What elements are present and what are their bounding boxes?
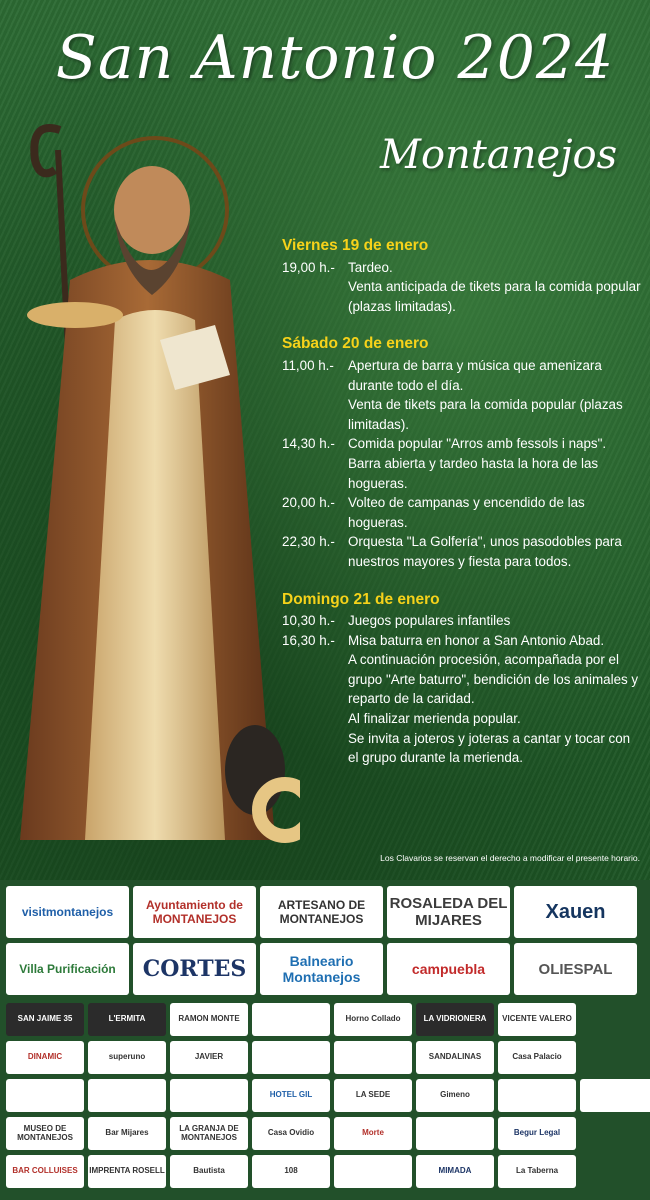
event-line: [282, 493, 644, 532]
sponsor-logo: Villa Purificación: [6, 943, 129, 995]
sponsor-logo: Gimeno: [416, 1079, 494, 1112]
event-description: Orquesta "La Golfería", unos pasodobles para nuestros mayores y fiesta para todos.: [348, 534, 622, 569]
event-line: [282, 532, 644, 571]
event-line: [282, 434, 644, 454]
sponsor-logo: OLIESPAL: [514, 943, 637, 995]
sponsor-logo: ARTESANO DE MONTANEJOS: [260, 886, 383, 938]
sponsor-logo: SANDALINAS: [416, 1041, 494, 1074]
event-time: [282, 277, 348, 316]
event-time: 16,30 h.-: [282, 632, 335, 648]
event-description: Venta anticipada de tikets para la comida popular (plazas limitadas).: [348, 279, 641, 314]
sponsor-logo: [6, 1079, 84, 1112]
event-line: [282, 258, 644, 278]
sponsor-logo: DINAMIC: [6, 1041, 84, 1074]
sponsor-logo: RAMON MONTE: [170, 1003, 248, 1036]
event-time: 19,00 h.-: [282, 259, 335, 275]
event-schedule: [282, 236, 644, 768]
sponsor-logo: L'ERMITA: [88, 1003, 166, 1036]
event-description: Misa baturra en honor a San Antonio Abad.: [348, 632, 605, 648]
event-time: 20,00 h.-: [282, 495, 335, 511]
event-description: Al finalizar merienda popular.: [348, 711, 521, 727]
sponsor-logo: Horno Collado: [334, 1003, 412, 1036]
sponsor-logo: campuebla: [387, 943, 510, 995]
sponsor-logo: [416, 1117, 494, 1150]
sponsor-logo: Balneario Montanejos: [260, 943, 383, 995]
sponsor-logo: MUSEO DE MONTANEJOS: [6, 1117, 84, 1150]
event-description: Apertura de barra y música que amenizara durante todo el día.: [348, 357, 602, 393]
sponsor-logo: LA SEDE: [334, 1079, 412, 1112]
event-line: [282, 395, 644, 434]
sponsor-logo: Casa Ovidio: [252, 1117, 330, 1150]
event-line: [282, 356, 644, 395]
sponsor-logo: Bautista: [170, 1155, 248, 1188]
sponsor-logo: HOTEL GIL: [252, 1079, 330, 1112]
sponsor-logo: BAR COLLUISES: [6, 1155, 84, 1188]
sponsor-logo: Casa Palacio: [498, 1041, 576, 1074]
sponsor-logo: IMPRENTA ROSELL: [88, 1155, 166, 1188]
day-heading: Domingo 21 de enero: [282, 590, 440, 608]
sponsor-logo: Bar Mijares: [88, 1117, 166, 1150]
sponsor-logo: LA VIDRIONERA: [416, 1003, 494, 1036]
event-description: Tardeo.: [348, 259, 393, 275]
sponsor-logo: CORTES: [133, 943, 256, 995]
event-description: Se invita a joteros y joteras a cantar y tocar con el grupo durante la merienda.: [348, 730, 631, 766]
saint-statue-image: [0, 120, 300, 880]
sponsor-logo: [88, 1079, 166, 1112]
event-description: Volteo de campanas y encendido de las hogueras.: [348, 495, 585, 530]
sponsor-logo: [252, 1003, 330, 1036]
event-description: Comida popular "Arros amb fessols i naps".: [348, 436, 607, 452]
sponsor-logo: SAN JAIME 35: [6, 1003, 84, 1036]
sponsor-logo: superuno: [88, 1041, 166, 1074]
sponsor-logo: [580, 1079, 650, 1112]
event-time: [282, 729, 348, 768]
event-time: 22,30 h.-: [282, 534, 335, 550]
sponsor-logo: [170, 1079, 248, 1112]
sponsor-logo: JAVIER: [170, 1041, 248, 1074]
event-description: Juegos populares infantiles: [348, 613, 511, 629]
sponsor-logo: La Taberna: [498, 1155, 576, 1188]
sponsor-logo: [498, 1079, 576, 1112]
event-line: [282, 611, 644, 631]
sponsor-logo: [252, 1041, 330, 1074]
schedule-disclaimer: Los Clavarios se reservan el derecho a modificar el presente horario.: [380, 853, 640, 863]
event-description: Venta de tikets para la comida popular (plazas limitadas).: [348, 397, 623, 432]
event-description: A continuación procesión, acompañada por el grupo "Arte baturro", bendición de los animales y reparto de la caridad.: [348, 652, 639, 707]
event-time: 11,00 h.-: [282, 357, 334, 373]
event-line: [282, 709, 644, 729]
sponsor-logo: Ayuntamiento de MONTANEJOS: [133, 886, 256, 938]
sponsor-logo: Begur Legal: [498, 1117, 576, 1150]
event-time: [282, 650, 348, 709]
page-subtitle: Montanejos: [380, 132, 618, 178]
event-line: [282, 631, 644, 651]
event-time: 10,30 h.-: [282, 613, 335, 629]
event-line: [282, 454, 644, 493]
day-heading: Viernes 19 de enero: [282, 237, 429, 254]
event-line: [282, 277, 644, 316]
event-time: [282, 395, 348, 434]
event-description: Barra abierta y tardeo hasta la hora de las hogueras.: [348, 455, 599, 491]
event-time: [282, 709, 348, 729]
event-line: [282, 729, 644, 768]
sponsor-logo: ROSALEDA DEL MIJARES: [387, 886, 510, 938]
sponsor-logo: [334, 1155, 412, 1188]
sponsor-logo: Xauen: [514, 886, 637, 938]
sponsor-logo: visitmontanejos: [6, 886, 129, 938]
sponsors-panel: [0, 880, 650, 1200]
page-title: San Antonio 2024: [55, 23, 615, 93]
sponsor-logo: 108: [252, 1155, 330, 1188]
event-line: [282, 650, 644, 709]
sponsor-logo: [334, 1041, 412, 1074]
event-time: 14,30 h.-: [282, 436, 335, 452]
day-heading: Sábado 20 de enero: [282, 335, 429, 353]
sponsor-logo: Morte: [334, 1117, 412, 1150]
event-time: [282, 454, 348, 493]
sponsor-logo: VICENTE VALERO: [498, 1003, 576, 1036]
sponsor-logo: MIMADA: [416, 1155, 494, 1188]
sponsor-logo: LA GRANJA DE MONTANEJOS: [170, 1117, 248, 1150]
